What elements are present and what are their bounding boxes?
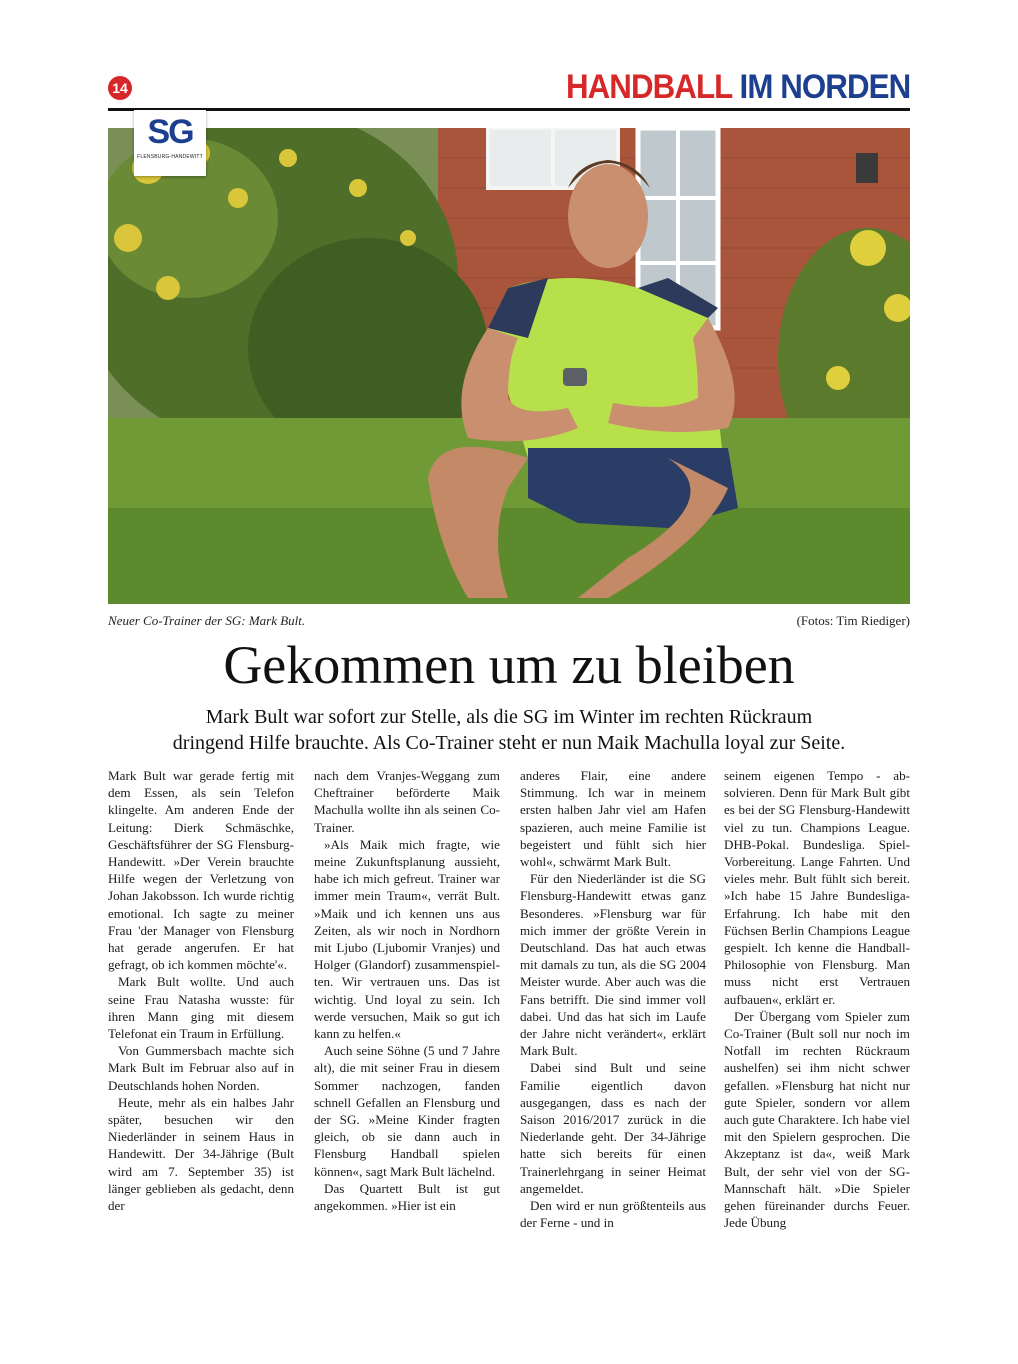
article-deck [108,704,910,756]
section-heading-part1: HANDBALL [565,68,732,106]
section-heading [566,68,910,107]
paragraph: Mark Bult wollte. Und auch seine Frau Natasha wusste: für ihren Mann ging mit diesem Telefonat ein Traum in Erfüllung. [108,974,294,1042]
photo-caption: Neuer Co-Trainer der SG: Mark Bult. [108,613,306,628]
article-column-1 [108,767,294,1214]
paragraph: Der Übergang vom Spieler zum Co-Trainer (Bult soll nur noch im Notfall im rechten Rückraum aushelfen) sei ihm nicht schwer gefallen. »Flensburg hat nicht nur gute Spieler, sondern vor allem auch gute Charaktere. Ich habe viel mit den Spielern gesprochen. Die Akzeptanz ist da«, weiß Mark Bult, der sehr viel von der SG-Mannschaft hält. »Die Spieler gehen füreinander durchs Feuer. Jede Übung [724,1008,910,1231]
paragraph: Dabei sind Bult und seine Familie eigentlich davon ausgegangen, dass es nach der Saison 2016/2017 zurück in die Niederlande geht. Der 34-Jährige hatte sich bereits für einen Trainerlehrgang in seiner Heimat angemeldet. [520,1060,706,1196]
paragraph: Von Gummersbach machte sich Mark Bult im Februar also auf in Deutschlands hohen Norden. [108,1043,294,1093]
paragraph: Das Quartett Bult ist gut angekommen. »Hier ist ein [314,1180,500,1214]
club-logo [134,110,206,176]
paragraph: Heute, mehr als ein halbes Jahr später, besuchen wir den Niederländer in seinem Haus in Handewitt. Der 34-Jährige (Bult wird am 7. September 35) ist länger geblieben als gedacht, denn der [108,1094,294,1214]
article-column-4 [724,767,910,1231]
article-column-2 [314,767,500,1214]
paragraph: Den wird er nun größtenteils aus der Ferne - und in [520,1198,706,1231]
photo-credit: (Fotos: Tim Riediger) [796,613,910,628]
article-deck-line1: Mark Bult war sofort zur Stelle, als die SG im Winter im rechten Rückraum [205,706,813,728]
page-number-badge: 14 [108,76,132,100]
header-rule [108,108,910,111]
paragraph: Mark Bult war gerade fertig mit dem Essen, als sein Telefon klingelte. Am anderen Ende der Leitung: Dierk Schmäschke, Geschäftsführer der SG Flensburg-Handewitt. »Der Verein brauchte Hilfe wegen der Verletzung von Johan Jakobsson. Ich wurde richtig emotional. Ich sagte zu meiner Frau 'der Manager von Flensburg hat gerade angerufen. Er hat gefragt, ob ich kommen möchte'«. [108,768,294,973]
paragraph: »Als Maik mich fragte, wie meine Zukunftsplanung aussieht, habe ich mich gefreut. Trainer war immer mein Traum«, verrät Bult. »Maik und ich kennen uns aus Zeiten, als wir noch in Nordhorn mit Ljubo (Ljubomir Vranjes) und Holger (Glandorf) zusammenspielten. Wir vertrauen uns. Das ist wichtig. Und loyal zu sein. Ich werde versuchen, Maik so gut ich kann zu helfen.« [314,836,500,1042]
article-deck-line2: dringend Hilfe brauchte. Als Co-Trainer steht er nun Maik Machulla loyal zur Seite. [172,732,846,754]
paragraph: nach dem Vranjes-Weggang zum Cheftrainer beförderte Maik Machulla wollte ihn als seinen Co-Trainer. [314,768,500,835]
paragraph: seinem eigenen Tempo - absolvieren. Denn für Mark Bult gibt es bei der SG Flensburg-Handewitt viel zu tun. Champions League. DHB-Pokal. Bundesliga. Spiel-Vorbereitung. Lange Fahrten. Und vieles mehr. Bult fühlt sich bereit. »Ich habe 15 Jahre Bundesliga-Erfahrung. Ich habe mit den Füchsen Berlin Champions League gespielt. Ich kenne die Handball-Philosophie von Flensburg. Man muss nicht erst Vertrauen aufbauen«, erklärt er. [724,768,910,1007]
paragraph: Auch seine Söhne (5 und 7 Jahre alt), die mit seiner Frau in diesem Sommer nachzogen, fanden schnell Gefallen an Flensburg und der SG. »Meine Kinder fragten gleich, ob sie dann auch in Flensburg Handball spielen können«, sagt Mark Bult lächelnd. [314,1043,500,1179]
article-headline: Gekommen um zu bleiben [223,635,795,695]
logo-mark: SG [147,113,193,151]
photo-illustration [108,128,910,604]
logo-subtitle: FLENSBURG-HANDEWITT [137,154,203,160]
paragraph: Für den Niederländer ist die SG Flensburg-Handewitt etwas ganz Besonderes. »Flensburg war für mich immer der größte Verein in Deutschland. Das hat auch etwas mit damals zu tun, als die SG 2004 Meister wurde. Aber auch was die Fans betrifft. Die sind immer voll dabei. Und das hat sich im Laufe der Jahre nicht verändert«, erklärt Mark Bult. [520,871,706,1059]
paragraph: anderes Flair, eine andere Stimmung. Ich war in meinem ersten halben Jahr viel am Hafen spazieren, auch meine Familie ist begeistert und fühlt sich hier wohl«, schwärmt Mark Bult. [520,768,706,870]
article-column-3 [520,767,706,1231]
section-heading-part2: IM NORDEN [739,68,910,106]
article-photo [108,128,910,604]
